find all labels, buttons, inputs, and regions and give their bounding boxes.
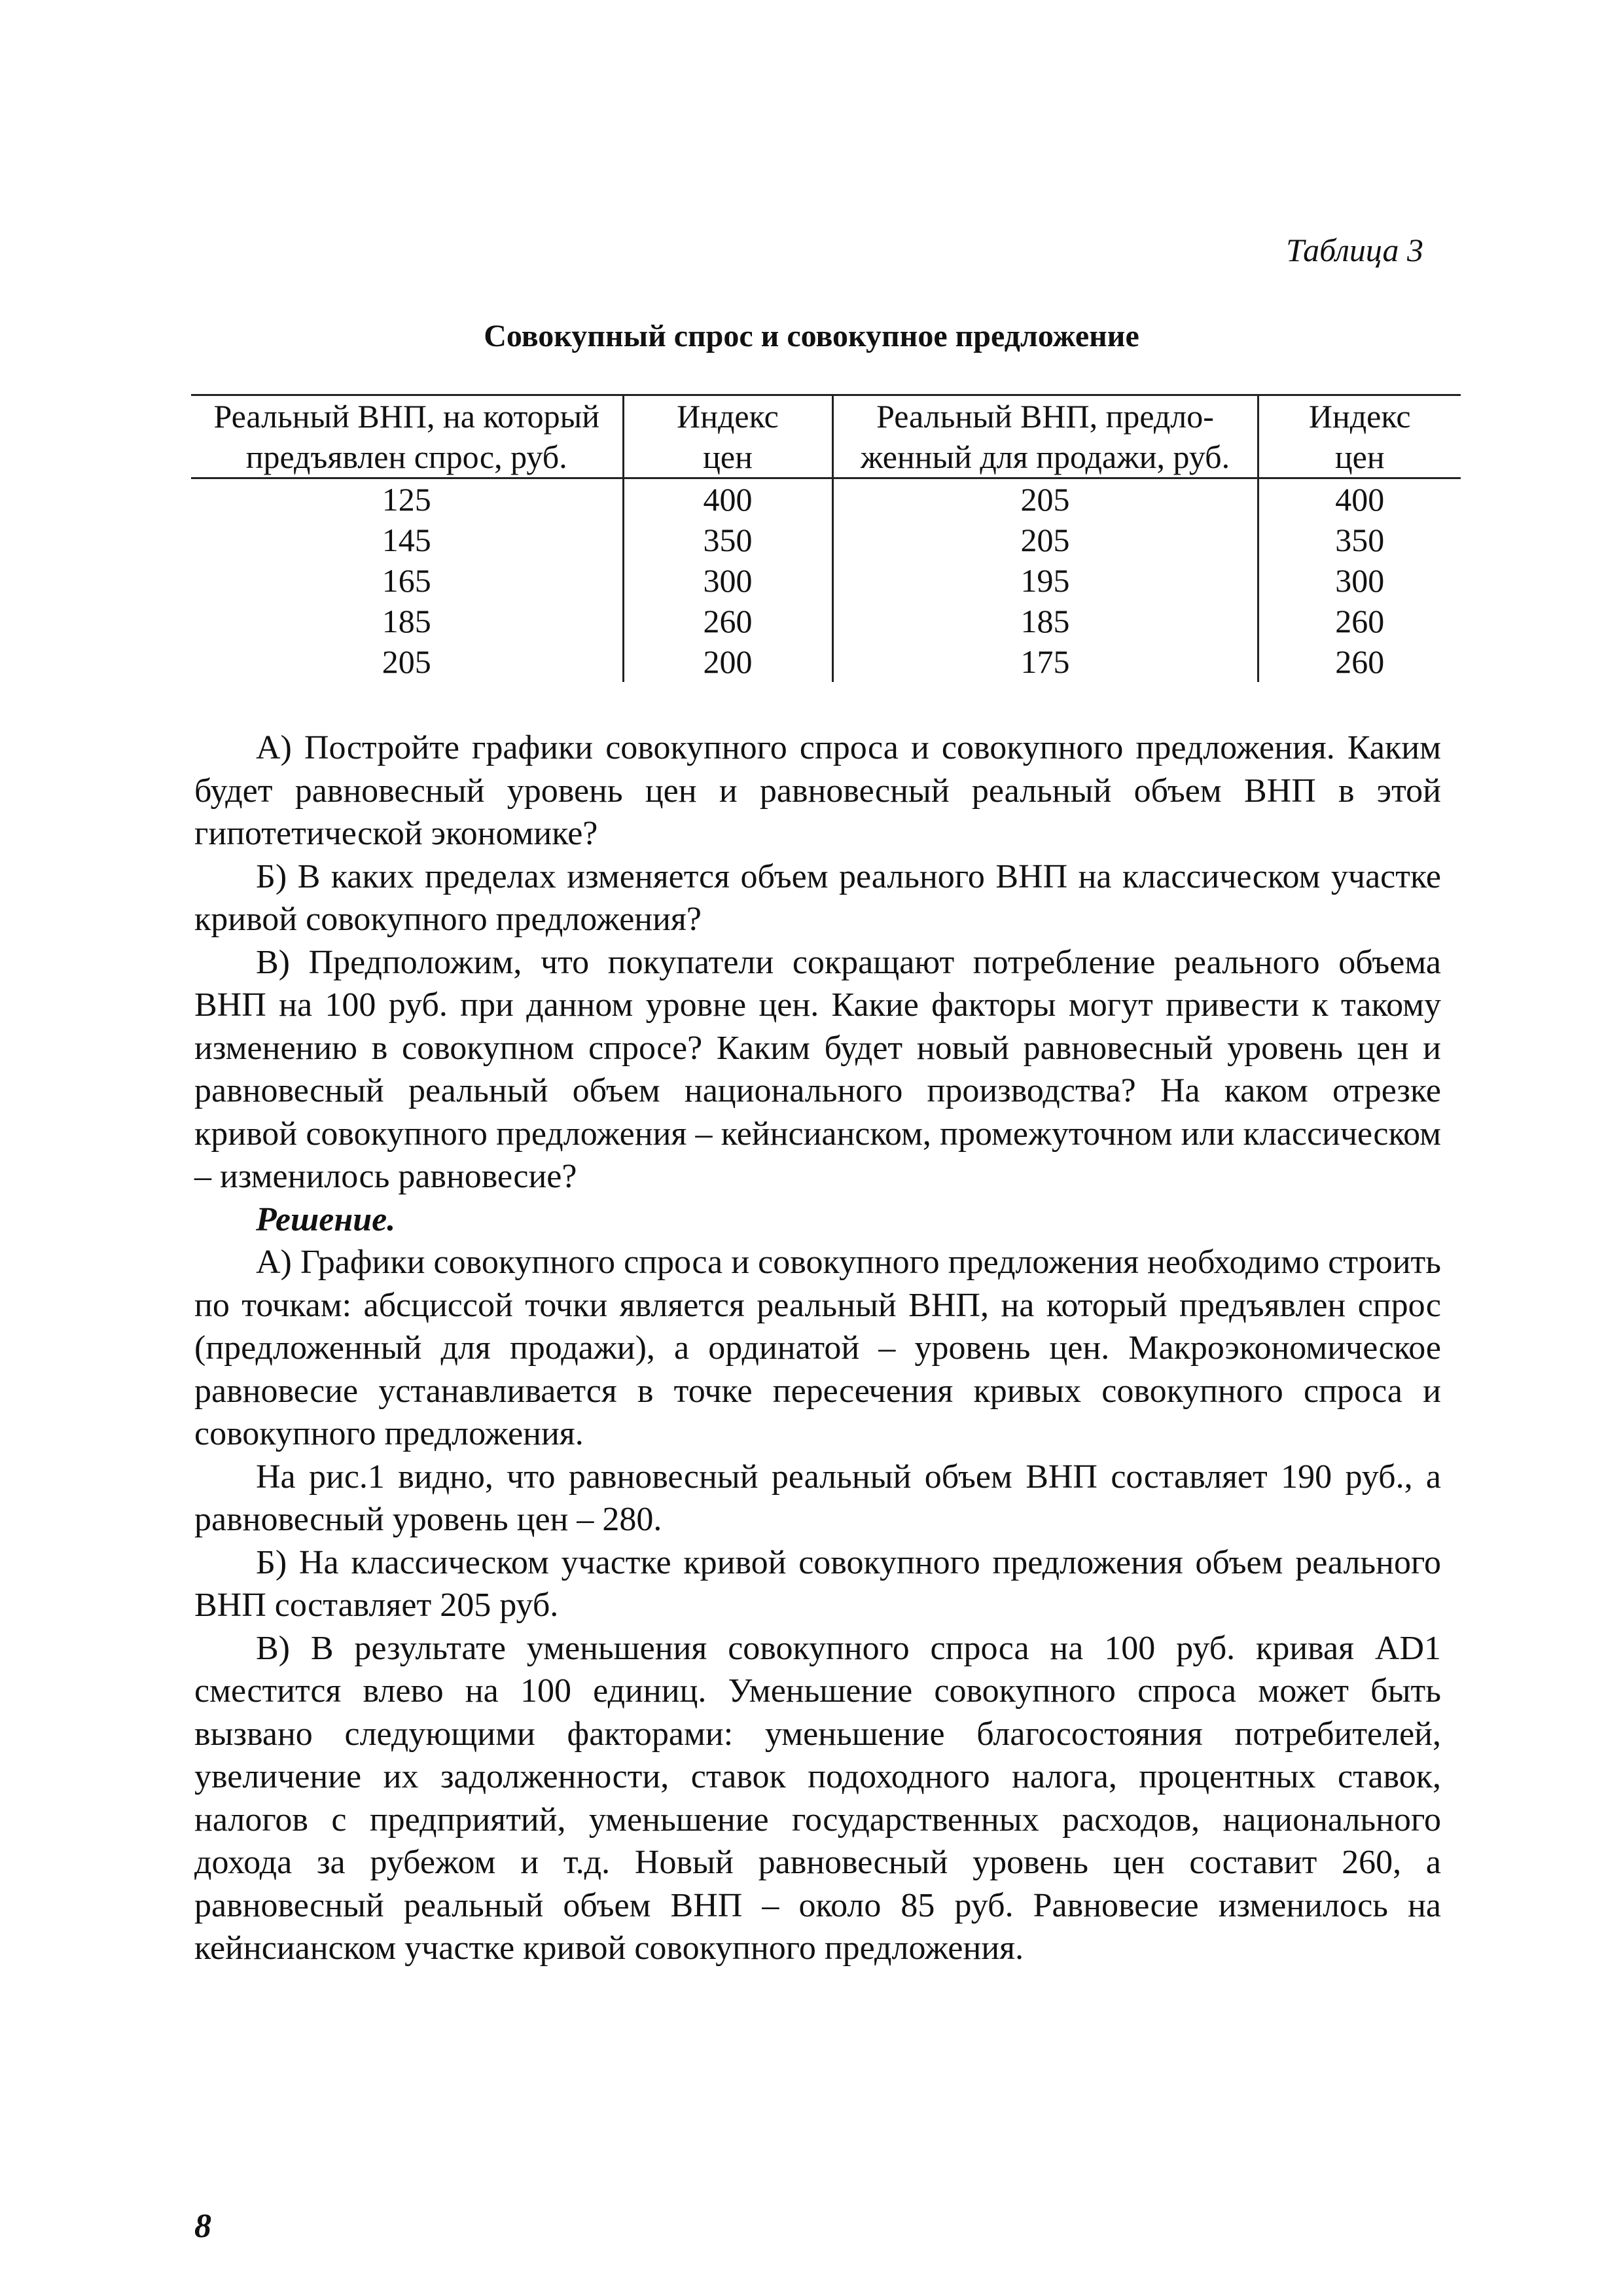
table-cell: 350	[1258, 520, 1461, 560]
table-body	[191, 478, 1461, 683]
task-c-paragraph: В) Предположим, что покупатели сокращают потребление реального объема ВНП на 100 руб. при данном уровне цен. Какие факторы могут привести к такому изменению в совокупном спросе? Каким будет новый равновесный уровень цен и равновесный реальный объем национального производства? На каком отрезке кривой совокупного предложения – кейнсианском, промежуточном или классическом – изменилось равновесие?	[194, 943, 1441, 1195]
table-cell: 145	[191, 520, 623, 560]
header-price-index-2-line2: цен	[1258, 437, 1461, 478]
task-a-paragraph: А) Постройте графики совокупного спроса и совокупного предложения. Каким будет равновесный уровень цен и равновесный реальный объем ВНП в этой гипотетической экономике?	[194, 729, 1441, 852]
body-text	[194, 726, 1441, 1970]
table-row	[191, 560, 1461, 601]
table-cell: 350	[623, 520, 832, 560]
header-demand-gnp-line2: предъявлен спрос, руб.	[191, 437, 623, 478]
table-row	[191, 520, 1461, 560]
data-table	[191, 394, 1461, 682]
solution-a-paragraph: А) Графики совокупного спроса и совокупного предложения необходимо строить по точкам: абсциссой точки является реальный ВНП, на который предъявлен спрос (предложенный для продажи), а ординатой – уровень цен. Макроэкономическое равновесие устанавливается в точке пересечения кривых совокупного спроса и совокупного предложения.	[194, 1244, 1441, 1452]
table-cell: 400	[623, 478, 832, 520]
solution-heading: Решение.	[256, 1200, 396, 1238]
table-header	[191, 395, 1461, 478]
task-b-paragraph: Б) В каких пределах изменяется объем реального ВНП на классическом участке кривой совокупного предложения?	[194, 857, 1441, 938]
table-row	[191, 478, 1461, 520]
table-cell: 125	[191, 478, 623, 520]
table-row	[191, 601, 1461, 641]
header-price-index-1-line2: цен	[623, 437, 832, 478]
table-cell: 260	[623, 601, 832, 641]
table-cell: 300	[623, 560, 832, 601]
header-price-index-1: Индекс	[623, 395, 832, 437]
table-cell: 260	[1258, 601, 1461, 641]
solution-a-result-paragraph: На рис.1 видно, что равновесный реальный объем ВНП составляет 190 руб., а равновесный уровень цен – 280.	[194, 1458, 1441, 1538]
table-label: Таблица 3	[1286, 232, 1423, 268]
table-cell: 205	[191, 641, 623, 682]
header-supply-gnp: Реальный ВНП, предло-	[832, 395, 1258, 437]
table-title: Совокупный спрос и совокупное предложение	[484, 319, 1139, 353]
table-row	[191, 641, 1461, 682]
table-cell: 175	[832, 641, 1258, 682]
table-cell: 195	[832, 560, 1258, 601]
table-cell: 300	[1258, 560, 1461, 601]
table-cell: 400	[1258, 478, 1461, 520]
header-demand-gnp: Реальный ВНП, на который	[191, 395, 623, 437]
table-cell: 205	[832, 478, 1258, 520]
header-supply-gnp-line2: женный для продажи, руб.	[832, 437, 1258, 478]
table-header-row-2	[191, 437, 1461, 478]
table-cell: 165	[191, 560, 623, 601]
table-cell: 200	[623, 641, 832, 682]
header-price-index-2: Индекс	[1258, 395, 1461, 437]
solution-b-paragraph: Б) На классическом участке кривой совокупного предложения объем реального ВНП составляет 205 руб.	[194, 1543, 1441, 1624]
solution-c-paragraph: В) В результате уменьшения совокупного спроса на 100 руб. кривая AD1 сместится влево на 100 единиц. Уменьшение совокупного спроса может быть вызвано следующими факторами: уменьшение благосостояния потребителей, увеличение их задолженности, ставок подоходного налога, процентных ставок, налогов с предприятий, уменьшение государственных расходов, национального дохода за рубежом и т.д. Новый равновесный уровень цен составит 260, а равновесный реальный объем ВНП – около 85 руб. Равновесие изменилось на кейнсианском участке кривой совокупного предложения.	[194, 1629, 1441, 1967]
table-cell: 205	[832, 520, 1258, 560]
table-header-row-1	[191, 395, 1461, 437]
table-cell: 185	[832, 601, 1258, 641]
page-number: 8	[194, 2208, 211, 2245]
table-cell: 260	[1258, 641, 1461, 682]
table-cell: 185	[191, 601, 623, 641]
